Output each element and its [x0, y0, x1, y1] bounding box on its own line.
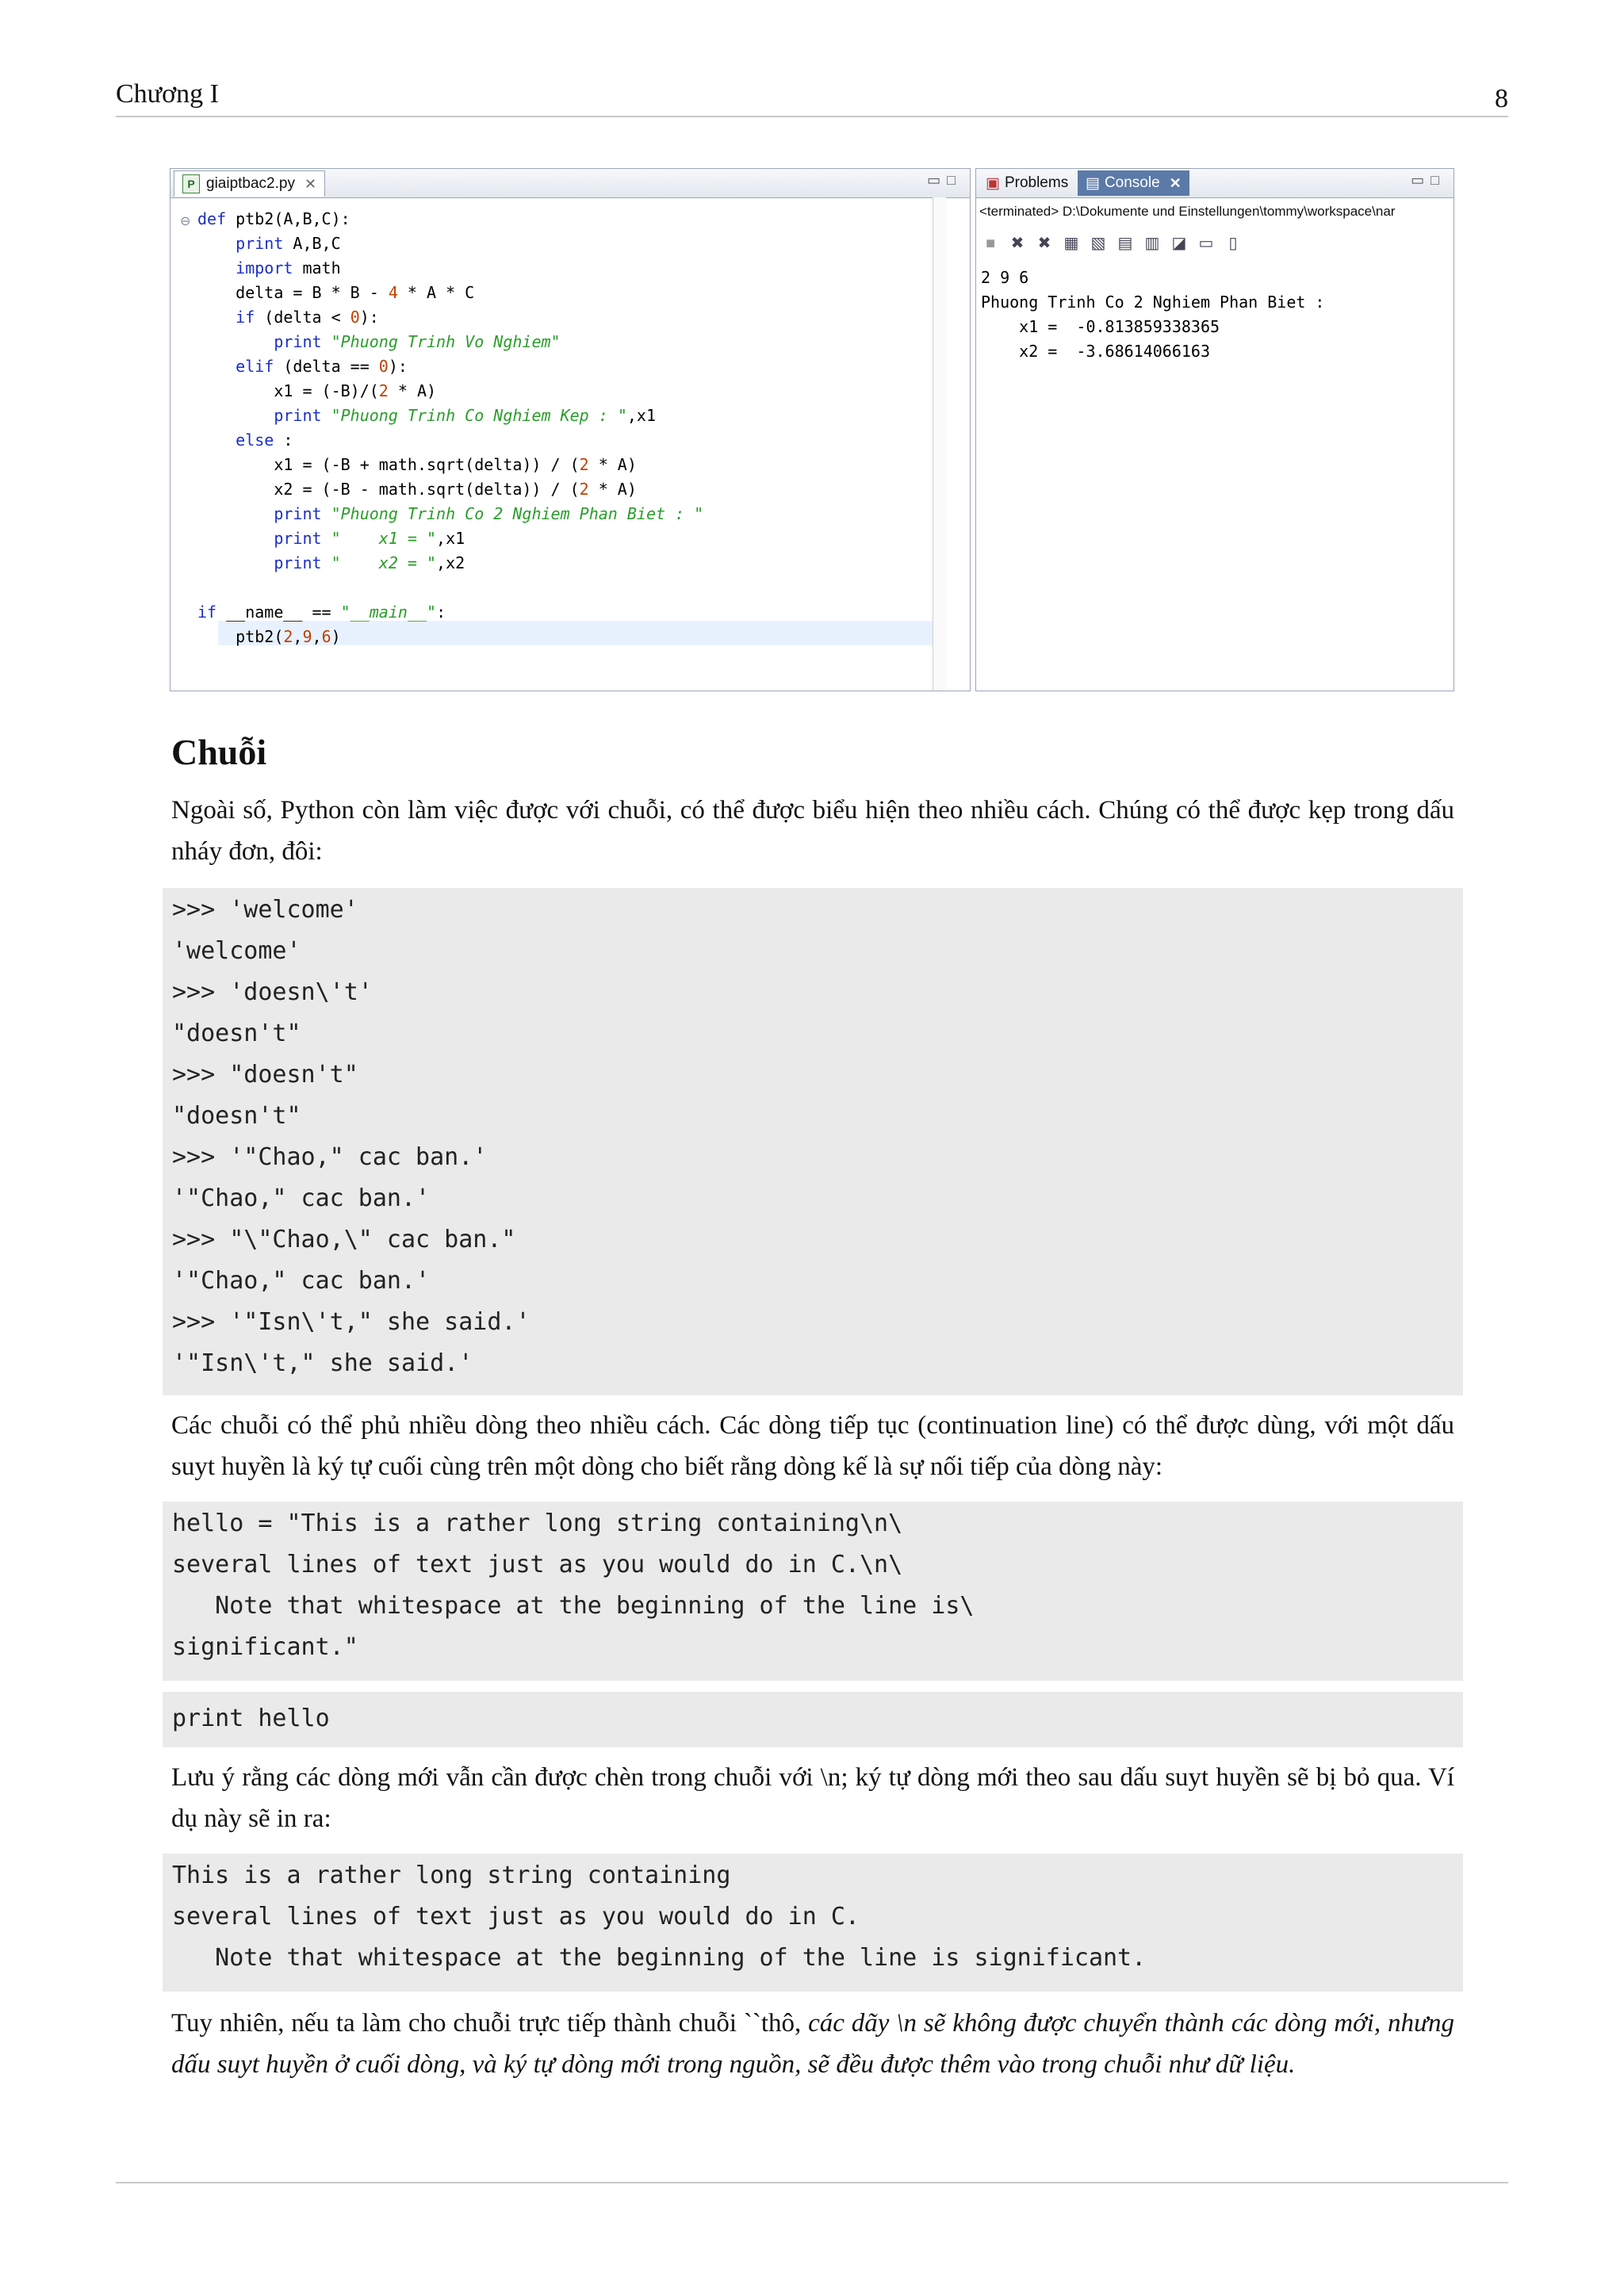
editor-tabbar: [170, 169, 970, 198]
editor-tab-label: giaiptbac2.py: [206, 175, 295, 192]
code-block-3: print hello: [163, 1692, 1463, 1747]
ide-screenshot: [170, 168, 1454, 690]
clear-console-icon[interactable]: ▧: [1090, 235, 1106, 252]
page-number: 8: [1495, 84, 1508, 113]
close-icon[interactable]: ✕: [304, 175, 317, 192]
paragraph-4: [171, 2003, 1454, 2085]
editor-pane: [170, 168, 971, 691]
tab-problems[interactable]: [978, 170, 1076, 196]
console-tabbar: [976, 169, 1454, 198]
code-block-4: This is a rather long string containing several lines of text just as you would do in C. Note that whitespace at the beginning of the line is significant.: [163, 1854, 1463, 1992]
console-path: <terminated> D:\Dokumente und Einstellungen\tommy\workspace\nar: [979, 204, 1396, 219]
remove-launch-icon[interactable]: ✖: [1010, 235, 1025, 252]
paragraph-2: Các chuỗi có thể phủ nhiều dòng theo nhiều cách. Các dòng tiếp tục (continuation line) có thể được dùng, với một dấu suyt huyền là ký tự cuối cùng trên một dòng cho biết rằng dòng kế là sự nối tiếp của dòng này:: [171, 1411, 1454, 1481]
page-header: [116, 79, 1508, 117]
terminate-icon[interactable]: ■: [985, 235, 996, 252]
code-block-2: hello = "This is a rather long string containing\n\ several lines of text just as you would do in C.\n\ Note that whitespace at the beginning of the line is\ significant.": [163, 1502, 1463, 1681]
section-title: Chuỗi: [171, 732, 267, 772]
tab-console[interactable]: [1078, 170, 1189, 196]
paragraph-4-normal: Tuy nhiên, nếu ta làm cho chuỗi trực tiếp thành chuỗi ``thô,: [171, 2009, 809, 2038]
tab-console-label: Console: [1104, 174, 1160, 191]
footer-rule: [116, 2182, 1508, 2183]
paragraph-1: Ngoài số, Python còn làm việc được với chuỗi, có thể được biểu hiện theo nhiều cách. Chúng có thể được kẹp trong dấu nháy đơn, đôi:: [171, 796, 1454, 866]
code-editor[interactable]: def ptb2(A,B,C): print A,B,C import math delta = B * B - 4 * A * C if (delta < 0): print "Phuong Trinh Vo Nghiem" elif (delta == 0): x1 = (-B)/(2 * A) print "Phuong Trinh Co Nghiem Kep : ",x1 else : x1 = (-B + math.sqrt(delta)) / (2 * A) x2 = (-B - math.sqrt(delta)) / (2 * A) print "Phuong Trinh Co 2 Nghiem Phan Biet : " print " x1 = ",x1 print " x2 = ",x2 if __name__ == "__main__": ptb2(2,9,6): [197, 209, 704, 646]
problems-icon: ▣: [986, 174, 1000, 192]
python-file-icon: P: [182, 174, 200, 193]
paragraph-4-italic: các dãy \n sẽ không được chuyển thành các dòng mới, nhưng dấu suyt huyền ở cuối dòng, và ký tự dòng mới trong nguồn, sẽ đều được thêm vào trong chuỗi như dữ liệu.: [171, 2009, 1454, 2079]
show-output-icon[interactable]: ▥: [1144, 235, 1160, 252]
tab-problems-label: Problems: [1004, 174, 1069, 191]
display-console-icon[interactable]: ▭: [1198, 235, 1214, 252]
window-buttons[interactable]: ▭□: [927, 172, 962, 188]
editor-tab[interactable]: [174, 170, 325, 197]
pin-console-icon[interactable]: ◪: [1171, 235, 1187, 252]
console-output: 2 9 6 Phuong Trinh Co 2 Nghiem Phan Biet : x1 = -0.813859338365 x2 = -3.68614066163: [981, 268, 1325, 361]
fold-icon[interactable]: ⊖: [180, 215, 191, 228]
chapter-title: Chương I: [116, 79, 219, 109]
window-buttons[interactable]: ▭□: [1411, 172, 1446, 188]
code-block-1: >>> 'welcome' 'welcome' >>> 'doesn\'t' "doesn't" >>> "doesn't" "doesn't" >>> '"Chao," cac ban.' '"Chao," cac ban.' >>> "\"Chao,\" cac ban." '"Chao," cac ban.' >>> '"Isn\'t," she said.' '"Isn\'t," she said.': [163, 888, 1463, 1395]
open-console-icon[interactable]: ▯: [1228, 235, 1238, 252]
remove-all-icon[interactable]: ✖: [1037, 235, 1051, 252]
editor-scrollbar[interactable]: [933, 197, 946, 691]
paragraph-3: Lưu ý rằng các dòng mới vẫn cần được chèn trong chuỗi với \n; ký tự dòng mới theo sau dấu suyt huyền sẽ bị bỏ qua. Ví dụ này sẽ in ra:: [171, 1763, 1454, 1833]
word-wrap-icon[interactable]: ▤: [1117, 235, 1133, 252]
close-icon[interactable]: ✕: [1169, 174, 1182, 191]
console-pane: [975, 168, 1454, 691]
console-toolbar: [979, 232, 1454, 254]
scroll-lock-icon[interactable]: ▦: [1063, 235, 1079, 252]
console-icon: ▤: [1086, 174, 1100, 192]
